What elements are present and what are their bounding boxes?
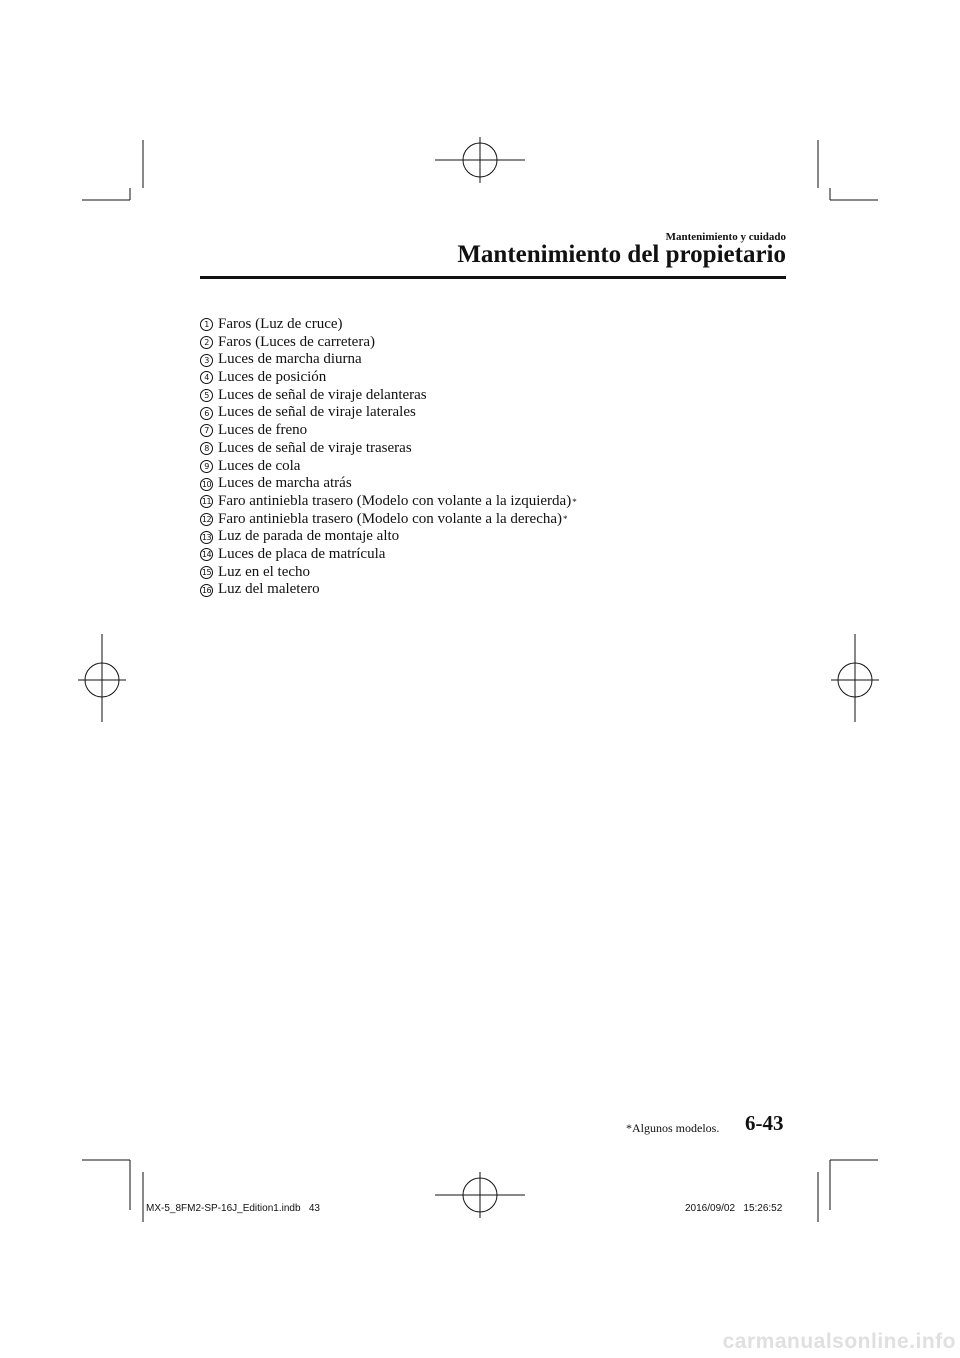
list-item-text: Luces de freno	[218, 422, 308, 439]
list-item	[200, 440, 577, 458]
list-item	[200, 369, 577, 387]
list-item	[200, 546, 577, 564]
registration-mark-top	[435, 137, 525, 183]
list-item-text: Luz de parada de montaje alto	[218, 528, 400, 545]
circled-number: 16	[201, 585, 212, 595]
registration-mark-bottom	[435, 1172, 525, 1218]
list-item-text: Luces de señal de viraje traseras	[218, 439, 412, 456]
list-item	[200, 475, 577, 493]
circled-number: 13	[201, 532, 212, 542]
list-item	[200, 316, 577, 334]
list-item-text: Luces de cola	[218, 457, 301, 474]
footnote: *Algunos modelos.	[626, 1121, 720, 1135]
list-item-text: Luz del maletero	[218, 581, 320, 598]
page-number: 6-43	[745, 1111, 784, 1135]
circled-number: 2	[200, 336, 213, 349]
print-file-info: MX-5_8FM2-SP-16J_Edition1.indb 43	[146, 1203, 320, 1214]
circled-number: 5	[200, 389, 213, 402]
list-item-text: Luz en el techo	[218, 563, 311, 580]
list-item-text: Luces de marcha diurna	[218, 351, 362, 368]
circled-number: 4	[200, 371, 213, 384]
list-item	[200, 458, 577, 476]
circled-number: 7	[200, 424, 213, 437]
list-item	[200, 387, 577, 405]
list-item	[200, 581, 577, 599]
circled-number: 12	[201, 514, 212, 524]
circled-number: 3	[200, 354, 213, 367]
circled-number: 10	[201, 479, 212, 489]
page-title: Mantenimiento del propietario	[457, 241, 786, 268]
list-item-text: Luces de señal de viraje laterales	[218, 404, 416, 421]
list-item	[200, 564, 577, 582]
header-divider	[200, 276, 786, 279]
list-item-text: Luces de señal de viraje delanteras	[218, 386, 427, 403]
list-item-text: Luces de posición	[218, 369, 327, 386]
registration-mark-right	[831, 634, 879, 722]
list-item-text: Luces de marcha atrás	[218, 475, 352, 492]
list-item: 11 Faro antiniebla trasero (Modelo con volante a la izquierda) *	[201, 492, 577, 509]
list-item-text: Faros (Luces de carretera)	[218, 333, 375, 350]
circled-number: 9	[200, 460, 213, 473]
registration-mark-left	[78, 634, 126, 722]
list-item	[200, 351, 577, 369]
list-item	[200, 404, 577, 422]
list-item	[200, 528, 577, 546]
circled-number: 8	[200, 442, 213, 455]
list-item: 12 Faro antiniebla trasero (Modelo con volante a la derecha) *	[201, 510, 568, 527]
circled-number: 1	[200, 318, 213, 331]
header-section: Mantenimiento y cuidado	[665, 231, 786, 243]
print-date-info: 2016/09/02 15:26:52	[685, 1203, 783, 1214]
watermark: carmanualsonline.info	[722, 1330, 956, 1353]
list-item	[200, 422, 577, 440]
circled-number: 14	[201, 550, 212, 560]
circled-number: 11	[201, 497, 212, 507]
list-item-text: Faros (Luz de cruce)	[218, 316, 343, 332]
circled-number: 15	[201, 567, 212, 577]
list-item	[200, 334, 577, 352]
list-item-text: Faro antiniebla trasero (Modelo con volante a la izquierda)	[218, 492, 572, 509]
parts-list	[200, 316, 577, 599]
circled-number: 6	[200, 407, 213, 420]
list-item-text: Faro antiniebla trasero (Modelo con volante a la derecha)	[218, 510, 563, 527]
list-item-text: Luces de placa de matrícula	[218, 545, 386, 562]
